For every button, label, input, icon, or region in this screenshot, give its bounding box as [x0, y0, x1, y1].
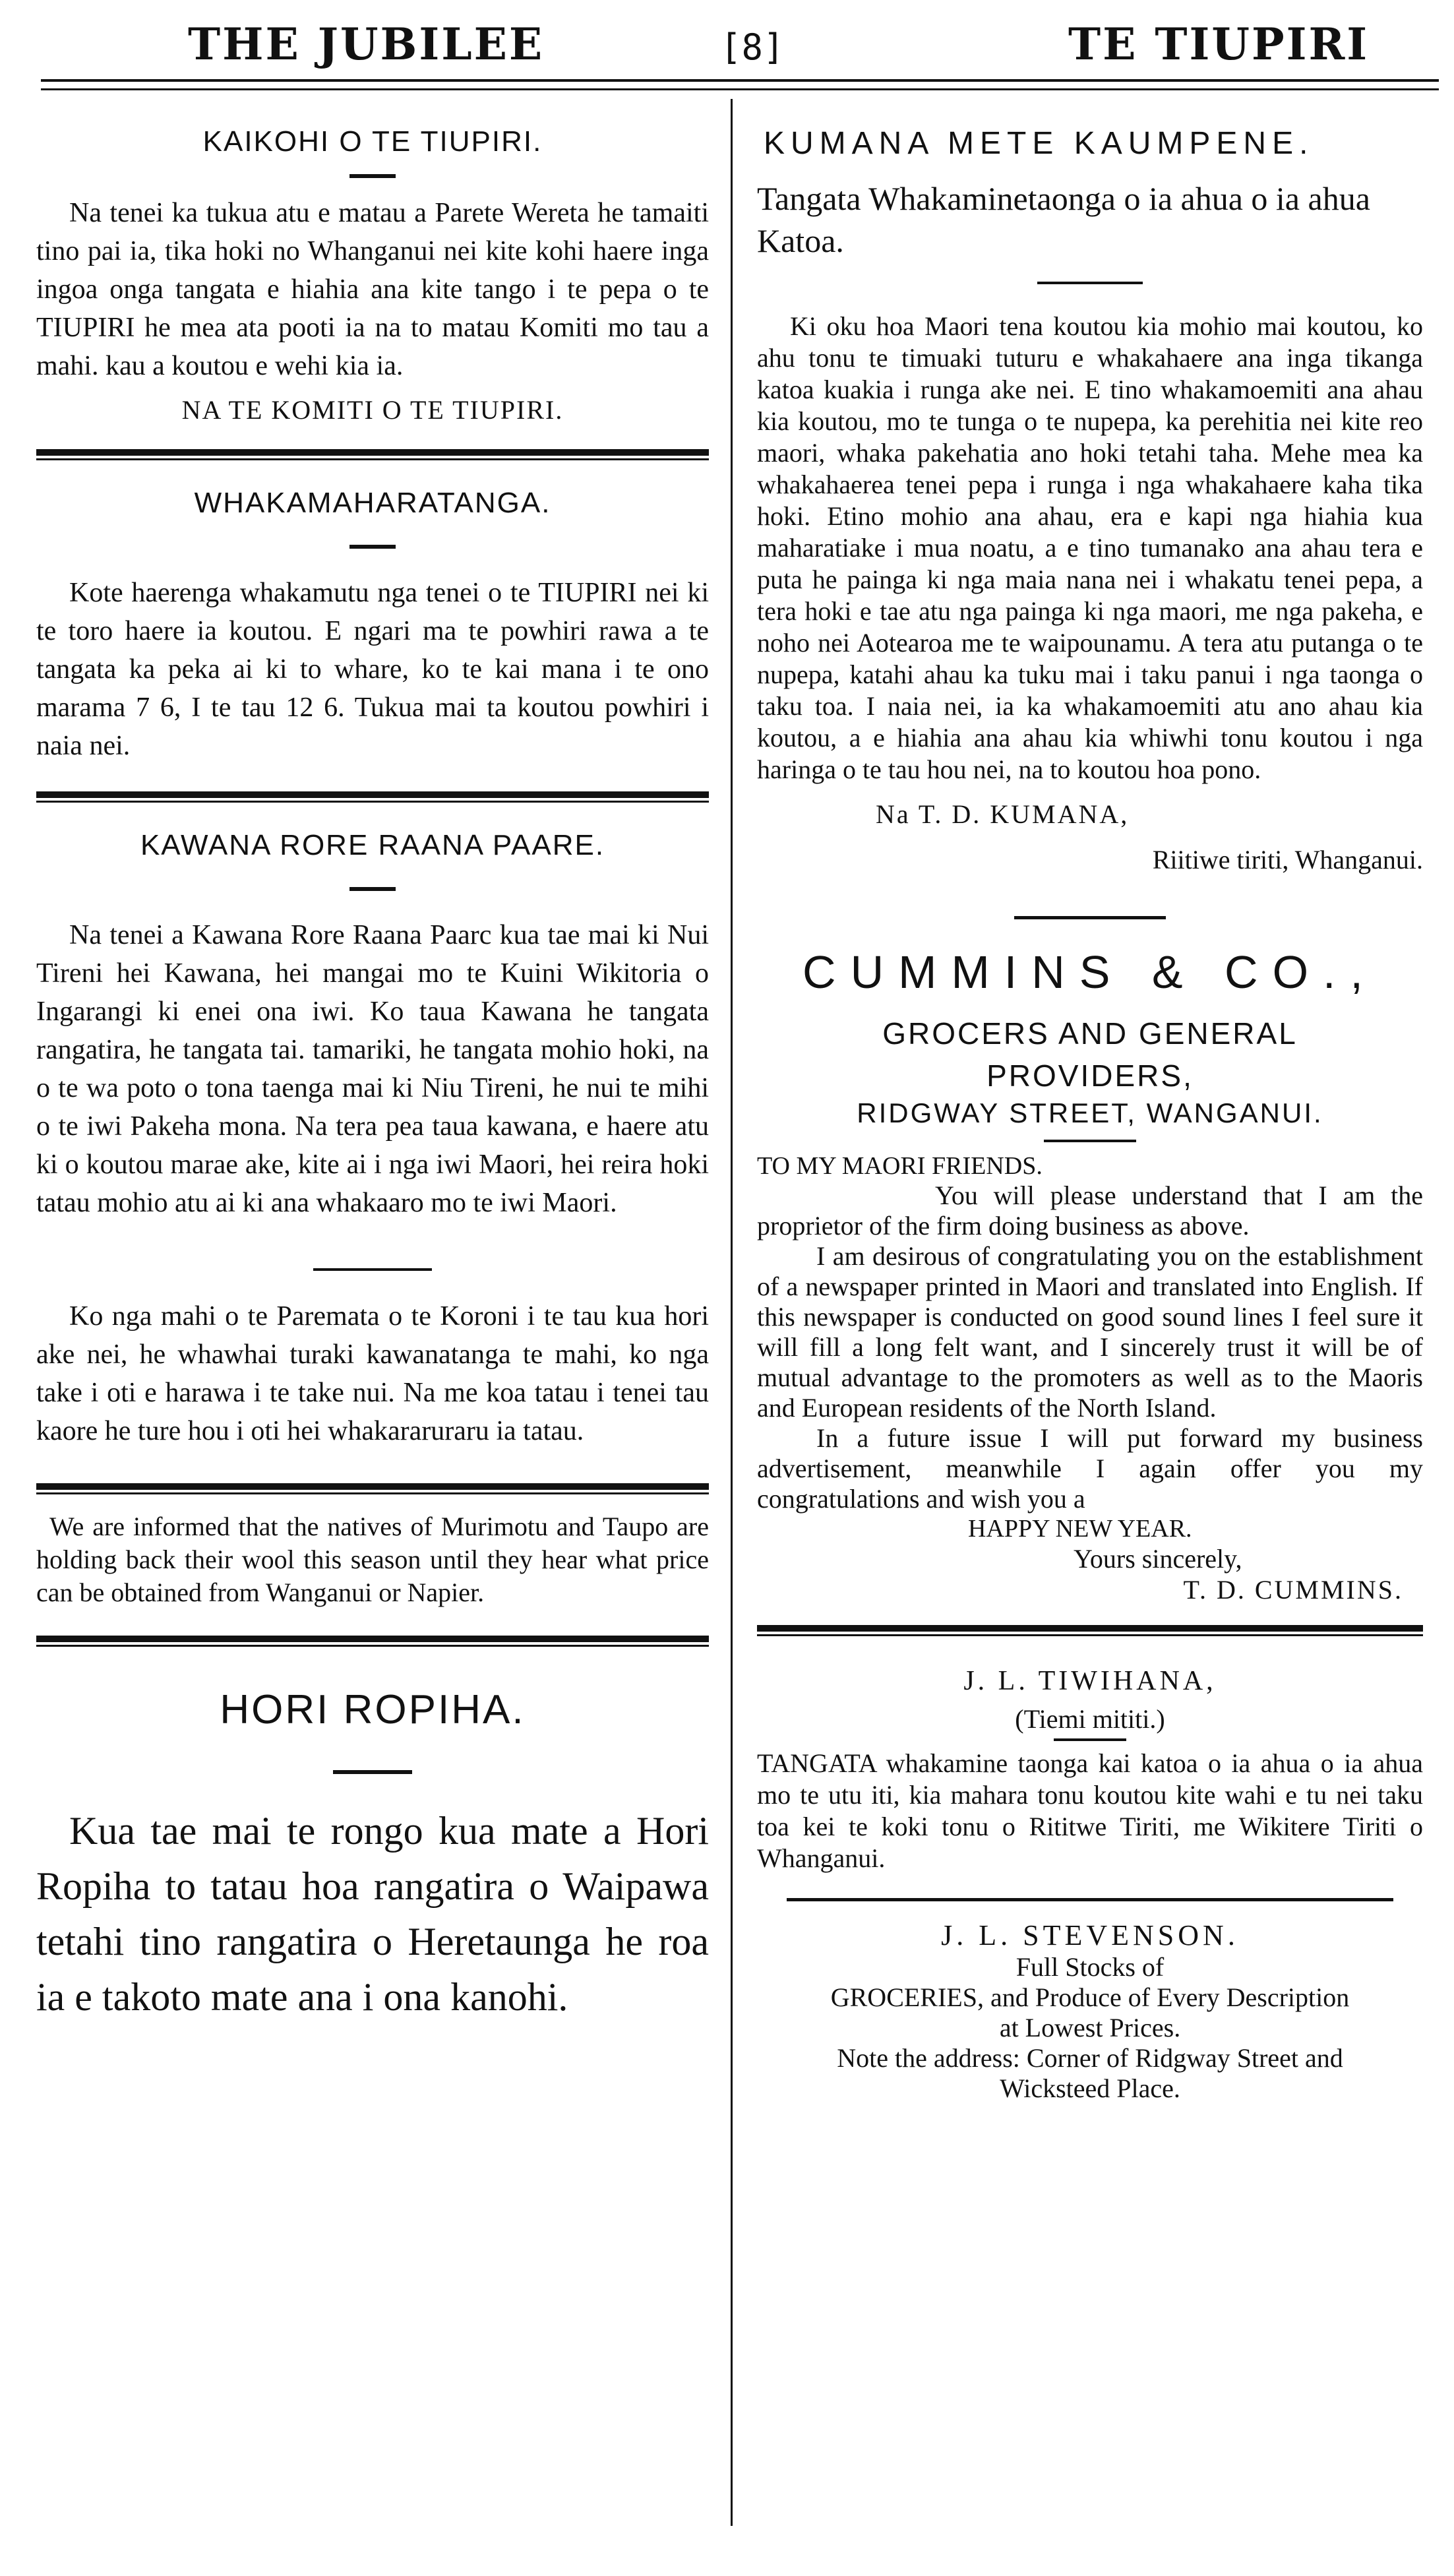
cummins-salutation: TO MY MAORI FRIENDS. — [757, 1152, 1043, 1180]
cummins-section — [757, 946, 1423, 1605]
stevenson-line-1: Full Stocks of — [1015, 1952, 1165, 1982]
hori-section — [36, 1686, 709, 2025]
whakamahara-title: WHAKAMAHARATANGA. — [194, 487, 551, 519]
stevenson-section — [757, 1918, 1423, 2104]
tiwihana-subtitle: (Tiemi mititi.) — [1015, 1704, 1165, 1734]
kaikohi-signature: NA TE KOMITI O TE TIUPIRI. — [181, 395, 564, 425]
section-rule-thin — [36, 458, 709, 460]
tiwihana-body: TANGATA whakamine taonga kai katoa o ia ahua o ia ahua mo te utu iti, kia mahara tonu koutou kite wahi e tu nei taku toa kei te koki tonu o Rititwe Tiriti, me Wikitere Tiriti o Whanganui. — [757, 1748, 1423, 1873]
left-column — [36, 125, 709, 2025]
separator — [1054, 1738, 1126, 1741]
kaikohi-section — [36, 125, 709, 425]
cummins-closing: Yours sincerely, — [1074, 1544, 1242, 1574]
kumana-address: Riitiwe tiriti, Whanganui. — [1152, 845, 1423, 874]
section-rule — [36, 1636, 709, 1642]
stevenson-line-2: GROCERIES, and Produce of Every Description — [830, 1982, 1350, 2012]
section-rule — [36, 791, 709, 798]
cummins-signature: T. D. CUMMINS. — [1183, 1575, 1403, 1605]
cummins-paragraph-2: I am desirous of congratulating you on the establishment of a newspaper printed in Maori and translated into English. If this newspaper is conducted on good sound lines I feel sure it will fill a long felt want, and I sincerely trust it will be of mutual advantage to the promoters as well as to the Maoris and European residents of the North Island. — [757, 1241, 1423, 1423]
hori-title: HORI ROPIHA. — [220, 1687, 526, 1733]
kumana-section — [757, 125, 1423, 875]
section-rule — [787, 1898, 1393, 1901]
masthead-right: TE TIUPIRI — [1068, 18, 1370, 70]
separator — [349, 887, 396, 891]
kawana-section — [36, 829, 709, 1450]
kumana-body: Ki oku hoa Maori tena koutou kia mohio mai koutou, ko ahu tonu te timuaki tuturu e whakahaere ana inga tikanga katoa kuakia i runga ake nei. E tino whakamoemiti ana ahau kia koutou, mo te tunga o te nupepa, ka perehitia nei kite reo maori, whaka pakehatia ano hoki tetahi taha. Mehe mea ka whakahaerea tenei pepa i runga i nga whakahaere kaha tika hoki. Etino mohio ana ahau, era e kapi nga hiahia kua maharatiake i mua noatu, a e tino tumanako ana ahau tera e puta he painga ki nga maia nana nei i whakatu tenei pepa, a tera hoki e tae atu nga painga ki nga maori, me nga pakeha, e noho nei Aotearoa me te waipounamu. A tera atu putanga o te nupepa, katahi ahau ka tuku mai i taku panui i nga taonga o taku toa. I naia nei, ia ka whakamoemiti atu ano ahau kia koutou, a e hiahia ana ahau kia whiwhi tonu koutou i nga haringa o te tau hou nei, na to koutou hoa pono. — [757, 311, 1423, 784]
wool-notice: We are informed that the natives of Murimotu and Taupo are holding back their wool this season until they hear what price can be obtained from Wanganui or Napier. — [36, 1512, 709, 1607]
section-rule-thin — [36, 1645, 709, 1647]
kawana-body-2: Ko nga mahi o te Paremata o te Koroni i te tau kua hori ake nei, he whawhai turaki kawanatanga te mahi, ko nga take i oti e harawa i te take nui. Na me koa tatau i tenei tau kaore he ture hou i oti hei whakararuraru ia tatau. — [36, 1301, 709, 1446]
stevenson-line-4: Note the address: Corner of Ridgway Street and — [837, 2043, 1343, 2073]
cummins-paragraph-1: You will please understand that I am the proprietor of the firm doing business as above. — [757, 1181, 1423, 1241]
page-number: [8] — [720, 26, 785, 68]
cummins-title: CUMMINS & CO., — [803, 946, 1378, 998]
stevenson-title: J. L. STEVENSON. — [941, 1919, 1239, 1951]
separator — [1044, 1140, 1136, 1142]
section-rule-thin — [36, 1492, 709, 1494]
section-rule — [36, 449, 709, 456]
section-rule — [757, 1625, 1423, 1632]
separator — [1014, 916, 1166, 919]
tiwihana-section — [757, 1665, 1423, 1874]
masthead-left: THE JUBILEE — [188, 18, 545, 70]
separator — [349, 174, 396, 178]
section-rule-thin — [36, 801, 709, 803]
kumana-subtitle: Tangata Whakaminetaonga o ia ahua o ia ahua Katoa. — [757, 180, 1370, 259]
kumana-title: KUMANA METE KAUMPENE. — [764, 126, 1314, 161]
cummins-paragraph-3: In a future issue I will put forward my business advertisement, meanwhile I again offer you my congratulations and wish you a — [757, 1423, 1423, 1514]
kaikohi-body: Na tenei ka tukua atu e matau a Parete Wereta he tamaiti tino pai ia, tika hoki no Whanganui nei kite kohi haere inga ingoa onga tangata e hiahia ana kite tango i te pepa o te TIUPIRI he mea ata pooti ia na to matau Komiti mo tau a mahi. kau a koutou e wehi kia ia. — [36, 198, 709, 381]
header-rule-top — [41, 79, 1439, 82]
section-rule — [36, 1483, 709, 1490]
stevenson-line-3: at Lowest Prices. — [999, 2013, 1181, 2042]
kawana-body-1: Na tenei a Kawana Rore Raana Paarc kua tae mai ki Nui Tireni hei Kawana, hei mangai mo te Kuini Wikitoria o Ingarangi ki enei ona iwi. Ko taua Kawana he tangata rangatira, he tangata tai. tamariki, he tangata mohio hoki, na o te wa poto o tona taenga mai ki Niu Tireni, he nui te mihi o te iwi Pakeha mona. Na tera pea taua kawana, e haere atu ki o koutou marae ake, kite ai i nga iwi Maori, hei reira hoki tatau mohio atu ai ki ana whakaaro mo te iwi Maori. — [36, 920, 709, 1218]
header-rule-bottom — [41, 88, 1439, 90]
right-column — [757, 125, 1423, 2104]
whakamahara-body: Kote haerenga whakamutu nga tenei o te TIUPIRI nei ki te toro haere ia koutou. E ngari ma te powhiri rawa a te tangata ka peka ai ki to whare, ko te kai mana i te ono marama 7 6, I te tau 12 6. Tukua mai ta koutou powhiri i naia nei. — [36, 578, 709, 761]
hori-body: Kua tae mai te rongo kua mate a Hori Ropiha to tatau hoa rangatira o Waipawa tetahi tino rangatira o Heretaunga he roa ia e takoto mate ana i ona kanohi. — [36, 1809, 709, 2019]
separator — [333, 1770, 412, 1774]
cummins-line-3: RIDGWAY STREET, WANGANUI. — [857, 1097, 1323, 1128]
cummins-line-1: GROCERS AND GENERAL — [882, 1016, 1298, 1051]
cummins-line-2: PROVIDERS, — [986, 1058, 1194, 1093]
separator — [1037, 282, 1143, 284]
separator — [313, 1268, 432, 1271]
stevenson-line-5: Wicksteed Place. — [1000, 2073, 1180, 2103]
tiwihana-title: J. L. TIWIHANA, — [963, 1666, 1217, 1696]
separator — [349, 545, 396, 549]
kumana-signature: Na T. D. KUMANA, — [876, 799, 1130, 829]
kaikohi-title: KAIKOHI O TE TIUPIRI. — [202, 125, 543, 158]
kawana-title: KAWANA RORE RAANA PAARE. — [140, 829, 605, 861]
cummins-greeting: HAPPY NEW YEAR. — [968, 1515, 1192, 1543]
column-divider — [731, 99, 733, 2526]
section-rule-thin — [757, 1634, 1423, 1636]
whakamahara-section — [36, 487, 709, 765]
